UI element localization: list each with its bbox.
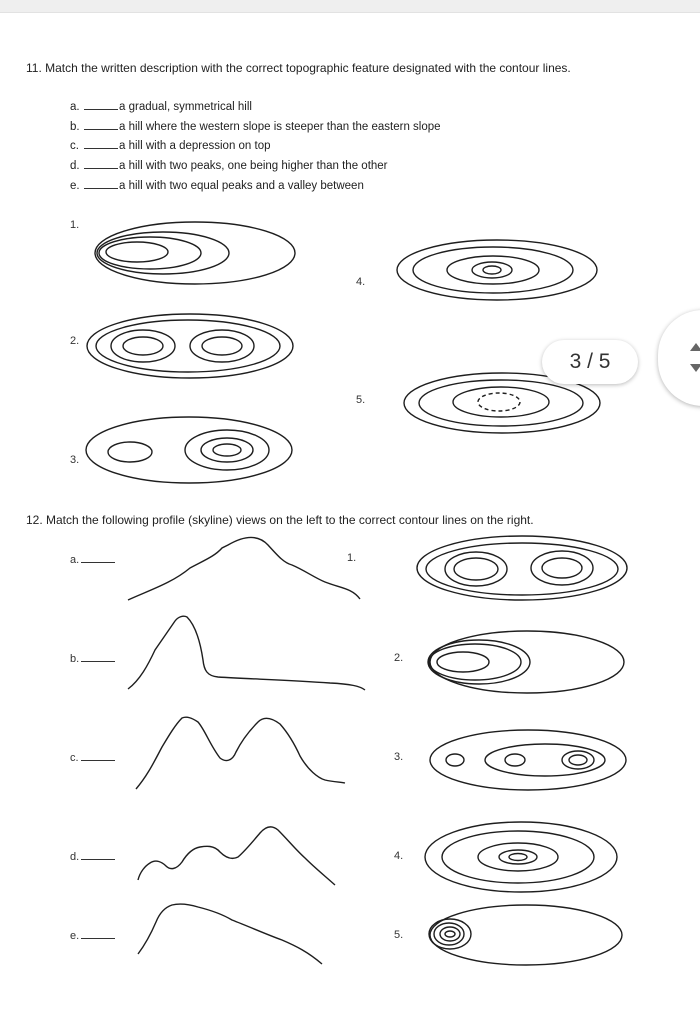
contour-number-1: 1. <box>347 552 357 564</box>
description-text: a hill with two equal peaks and a valley between <box>119 180 364 192</box>
figure-number-5: 5. <box>356 394 366 406</box>
profile-letter: b. <box>70 653 80 665</box>
profile-letter: a. <box>70 554 80 566</box>
question-12-title: 12. Match the following profile (skyline) views on the left to the correct contour lines on the right. <box>26 513 534 527</box>
description-letter: b. <box>70 121 80 133</box>
profile-skyline-d <box>138 827 335 885</box>
question-11-title: 11. Match the written description with the correct topographic feature designated with the contour lines. <box>26 61 571 75</box>
profile-skyline-e <box>138 904 322 964</box>
profile-skyline-b <box>128 616 365 690</box>
q11-contour-figure-3 <box>86 417 292 483</box>
q12-contour-figure-2 <box>428 631 624 693</box>
profile-skyline-c <box>136 717 345 789</box>
profile-letter: d. <box>70 851 80 863</box>
contour-number-4: 4. <box>394 850 404 862</box>
q12-contour-figure-3 <box>430 730 626 790</box>
q12-contour-figure-4 <box>425 822 617 892</box>
profile-letter: c. <box>70 752 79 764</box>
description-text: a gradual, symmetrical hill <box>119 101 252 113</box>
q12-contour-figure-5 <box>429 905 622 965</box>
contour-number-2: 2. <box>394 652 404 664</box>
figure-number-4: 4. <box>356 276 366 288</box>
q11-contour-figure-2 <box>87 314 293 378</box>
figure-number-2: 2. <box>70 335 80 347</box>
figure-number-1: 1. <box>70 219 80 231</box>
description-letter: a. <box>70 101 80 113</box>
description-letter: d. <box>70 160 80 172</box>
description-letter: e. <box>70 180 80 192</box>
chevron-up-icon[interactable] <box>690 343 700 351</box>
q11-contour-figure-4 <box>397 240 597 300</box>
contour-number-3: 3. <box>394 751 404 763</box>
chevron-down-icon[interactable] <box>690 364 700 372</box>
contour-number-5: 5. <box>394 929 404 941</box>
q11-contour-figure-1 <box>95 222 295 284</box>
description-text: a hill with two peaks, one being higher than the other <box>119 160 388 172</box>
figure-number-3: 3. <box>70 454 80 466</box>
description-letter: c. <box>70 140 79 152</box>
profile-letter: e. <box>70 930 80 942</box>
description-text: a hill with a depression on top <box>119 140 271 152</box>
profile-skyline-a <box>128 537 360 600</box>
page-indicator: 3 / 5 <box>542 340 638 384</box>
description-text: a hill where the western slope is steeper than the eastern slope <box>119 121 441 133</box>
q12-contour-figure-1 <box>417 536 627 600</box>
